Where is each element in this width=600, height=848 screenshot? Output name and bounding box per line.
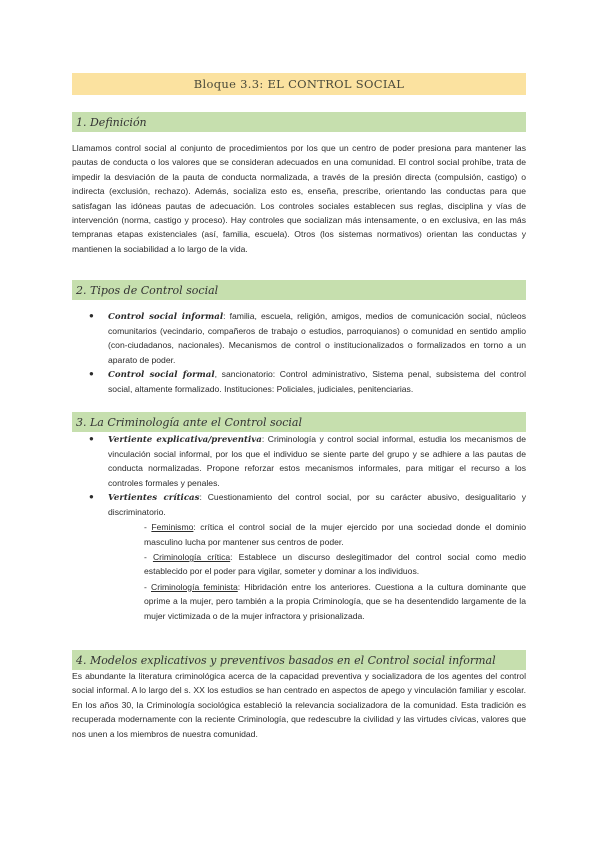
document-title: Bloque 3.3: EL CONTROL SOCIAL [193, 77, 405, 91]
bullet-icon: ● [89, 434, 94, 443]
section-heading-tipos: 2. Tipos de Control social [72, 280, 526, 300]
bullet-icon: ● [89, 311, 94, 320]
section-heading-modelos: 4. Modelos explicativos y preventivos basados en el Control social informal [72, 650, 526, 670]
tipos-list [72, 309, 526, 396]
sub-list-item: - Criminología crítica: Establece un discurso deslegitimador del control social como medio establecido por el poder para vigilar, someter y dominar a los individuos. [144, 552, 527, 577]
sub-list-item: - Feminismo: crítica el control social de la mujer ejercido por una sociedad donde el dominio masculino lucha por mantener sus centros de poder. [144, 522, 527, 547]
definicion-paragraph: Llamamos control social al conjunto de procedimientos por los que un centro de poder presiona para mantener las pautas de conducta o los valores que se consideran adecuados en una comunidad. El control social prohíbe, trata de impedir la desviación de la pauta de conducta normalizada, a través de la presión directa (compulsión, castigo) o indirecta (exclusión, rechazo). Además, socializa esto es, enseña, prescribe, orientando las conductas para que satisfagan las idóneas pautas de adecuación. Los controles sociales establecen sus reglas, disciplina y vías de intervención (norma, castigo y proceso). Hay controles que socializan más intensamente, o en exclusiva, en las más tempranas etapas existenciales (así, familia, escuela). Otros (los sistemas normativos) orientan las conductas y mantienen la sociabilidad a lo largo de la vida. [72, 143, 526, 254]
bullet-icon: ● [89, 368, 94, 378]
criminologia-list [72, 432, 526, 623]
list-item: ● Control social informal: familia, escuela, religión, amigos, medios de comunicación social, núcleos comunitarios (vecindario, compañeros de trabajo o estudios, parroquianos) o comunidad en sentido amplio (con-ciudadanos, nacionales). Mecanismos de control o institucionalizados o formalizados en torno a un aparato de poder. [89, 311, 526, 365]
section-heading-criminologia: 3. La Criminología ante el Control social [72, 412, 526, 432]
section-heading-definicion: 1. Definición [72, 112, 526, 132]
vertientes-sub-list [108, 520, 526, 623]
bullet-icon: ● [89, 491, 94, 501]
sub-list-item: - Criminología feminista: Hibridación entre los anteriores. Cuestiona a la cultura dominante que oprime a la mujer, pero también a la propia Criminología, que se ha desentendido largamente de la mujer victimizada o de la mujer infractora y prisionalizada. [144, 581, 527, 621]
list-item: ● Vertiente explicativa/preventiva: Criminología y control social informal, estudia los mecanismos de vinculación social informal, por los que el individuo se siente parte del grupo y se adhiere a las pautas de conducta normalizadas. Propone reforzar estos mecanismos informales, para mitigar el recurso a los controles formales y penales. [89, 434, 526, 488]
modelos-paragraph: Es abundante la literatura criminológica acerca de la capacidad preventiva y socializadora de los agentes del control social informal. A lo largo del s. XX los estudios se han centrado en aspectos de apego y vinculación familiar y escolar. En los años 30, la Criminología sociológica estableció la relevancia socializadora de la comunidad. Esta tradición es recuperada modernamente con la reciente Criminología, que redescubre la civilidad y las virtudes cívicas, valores que nos unen a los miembros de nuestra comunidad. [72, 671, 526, 739]
title-banner [72, 73, 526, 95]
list-item: ● Vertientes críticas: Cuestionamiento del control social, por su carácter abusivo, desigualitario y discriminatorio. - Feminismo: crítica el control social de la mujer ejercido por una sociedad donde el dominio masculino lucha por mantener sus centros de poder. - Criminología crítica: Establece un discurso deslegitimador del control social como medio establecido por el poder para vigilar, someter y dominar a los individuos. - Criminología feminista: Hibridación entre los anteriores. Cuestiona a la cultura dominante que oprime a la mujer, pero también a la propia Criminología, que se ha desentendido largamente de la mujer victimizada o de la mujer infractora y prisionalizada. [72, 490, 526, 623]
list-item: ● Control social formal, sancionatorio: Control administrativo, Sistema penal, subsistema del control social, altamente formalizado. Instituciones: Policiales, judiciales, penitenciarias. [89, 368, 526, 395]
